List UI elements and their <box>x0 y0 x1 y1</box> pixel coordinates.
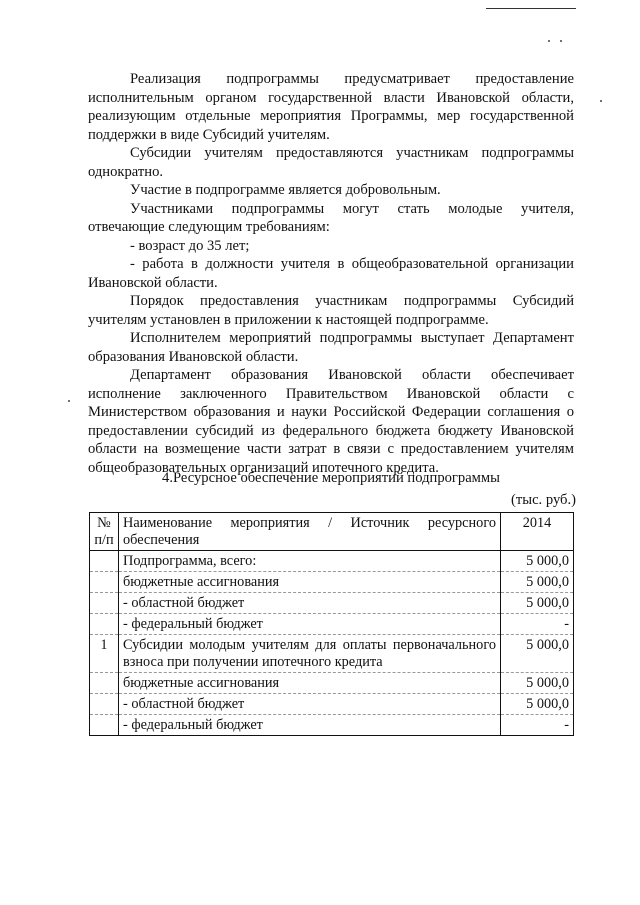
section-title: 4.Ресурсное обеспечение мероприятий подпрограммы <box>162 470 500 486</box>
row-name: бюджетные ассигнования <box>119 673 501 694</box>
units-label: (тыс. руб.) <box>511 492 576 508</box>
table-header-row <box>90 513 574 551</box>
row-num <box>90 572 119 593</box>
scan-speck <box>600 100 602 102</box>
table-row <box>90 572 574 593</box>
row-num <box>90 715 119 736</box>
paragraph: Порядок предоставления участникам подпрограммы Субсидий учителям установлен в приложении к настоящей подпрограмме. <box>88 293 574 328</box>
row-name: - областной бюджет <box>119 694 501 715</box>
scan-speck <box>548 40 550 42</box>
body-text <box>88 70 574 477</box>
header-num: № п/п <box>90 513 119 551</box>
scan-speck <box>68 400 70 402</box>
header-year: 2014 <box>501 513 574 551</box>
row-value: 5 000,0 <box>501 593 574 614</box>
row-num <box>90 673 119 694</box>
row-value: 5 000,0 <box>501 572 574 593</box>
row-value: 5 000,0 <box>501 673 574 694</box>
row-name: - федеральный бюджет <box>119 715 501 736</box>
row-name: Субсидии молодым учителям для оплаты первоначального взноса при получении ипотечного кредита <box>119 635 501 673</box>
row-num: 1 <box>90 635 119 673</box>
row-name: Подпрограмма, всего: <box>119 551 501 572</box>
paragraph: - возраст до 35 лет; <box>130 237 250 254</box>
row-value: - <box>501 715 574 736</box>
paragraph: Исполнителем мероприятий подпрограммы выступает Департамент образования Ивановской области. <box>88 330 574 365</box>
paragraph: Реализация подпрограммы предусматривает предоставление исполнительным органом государственной власти Ивановской области, реализующим отдельные мероприятия Программы, мер государственной поддержки в виде Субсидий учителям. <box>88 71 574 143</box>
row-value: - <box>501 614 574 635</box>
resource-table <box>89 512 574 736</box>
row-name: бюджетные ассигнования <box>119 572 501 593</box>
paragraph: Департамент образования Ивановской области обеспечивает исполнение заключенного Правительством Ивановской области с Министерством образования и науки Российской Федерации соглашения о предоставлении субсидий из федерального бюджета бюджету Ивановской области на возмещение части затрат в связи с предоставлением учителям общеобразовательных организаций ипотечного кредита. <box>88 367 574 476</box>
row-num <box>90 614 119 635</box>
row-value: 5 000,0 <box>501 635 574 673</box>
paragraph: Субсидии учителям предоставляются участникам подпрограммы однократно. <box>88 145 574 180</box>
row-value: 5 000,0 <box>501 694 574 715</box>
header-rule <box>486 8 576 9</box>
row-num <box>90 551 119 572</box>
paragraph: Участие в подпрограмме является добровольным. <box>130 182 441 198</box>
row-num <box>90 593 119 614</box>
scan-speck <box>560 40 562 42</box>
table-row <box>90 551 574 572</box>
row-name: - федеральный бюджет <box>119 614 501 635</box>
row-name: - областной бюджет <box>119 593 501 614</box>
row-value: 5 000,0 <box>501 551 574 572</box>
table-row <box>90 715 574 736</box>
table-row <box>90 593 574 614</box>
row-num <box>90 694 119 715</box>
paragraph: Участниками подпрограммы могут стать молодые учителя, отвечающие следующим требованиям: <box>88 200 574 235</box>
header-name: Наименование мероприятия / Источник ресурсного обеспечения <box>119 513 501 551</box>
table-row <box>90 673 574 694</box>
table-row <box>90 635 574 673</box>
paragraph: - работа в должности учителя в общеобразовательной организации Ивановской области. <box>88 256 574 291</box>
table-row <box>90 694 574 715</box>
table-row <box>90 614 574 635</box>
